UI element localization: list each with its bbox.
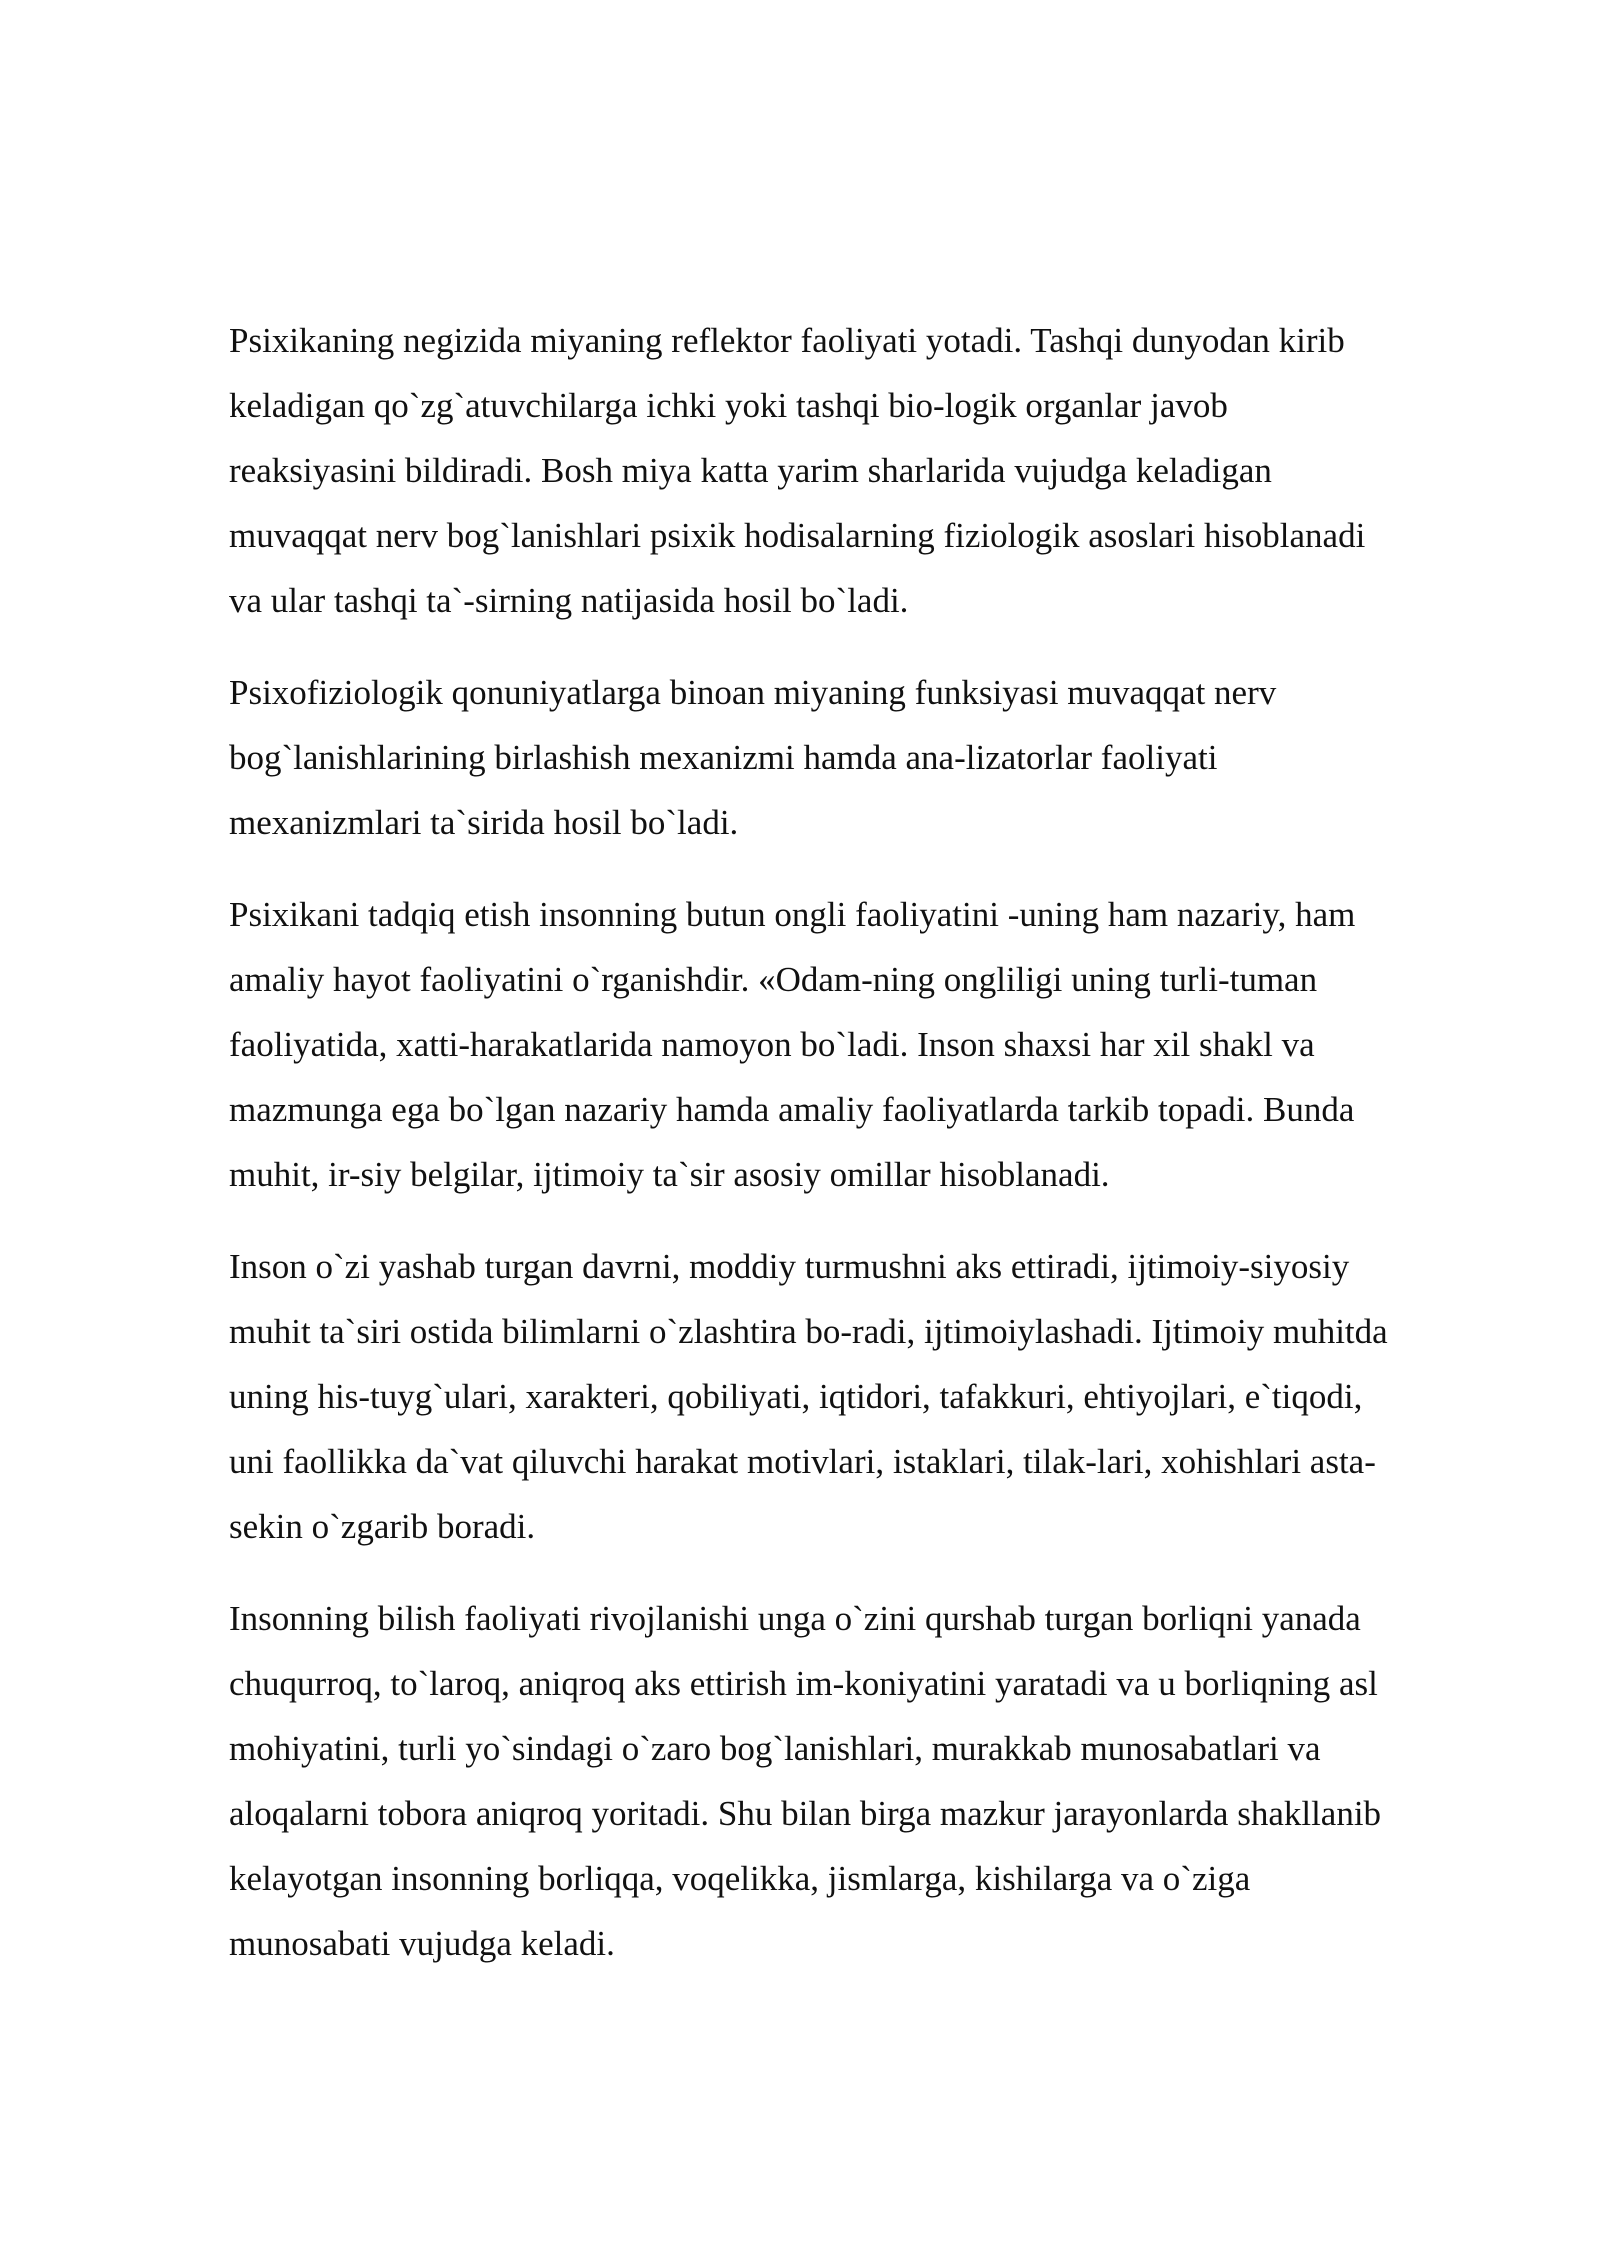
text-line: reaksiyasini bildiradi. Bosh miya katta yarim sharlarida vujudga keladigan bbox=[229, 451, 1272, 490]
document-body bbox=[229, 308, 1485, 2003]
text-line: uni faollikka da`vat qiluvchi harakat motivlari, istaklari, tilak-lari, xohishlari asta- bbox=[229, 1442, 1376, 1481]
text-line: muhit ta`siri ostida bilimlarni o`zlashtira bo-radi, ijtimoiylashadi. Ijtimoiy muhitda bbox=[229, 1312, 1388, 1351]
text-line: mohiyatini, turli yo`sindagi o`zaro bog`lanishlari, murakkab munosabatlari va bbox=[229, 1729, 1321, 1768]
text-line: sekin o`zgarib boradi. bbox=[229, 1507, 536, 1546]
text-line: uning his-tuyg`ulari, xarakteri, qobiliyati, iqtidori, tafakkuri, ehtiyojlari, e`tiqodi, bbox=[229, 1377, 1363, 1416]
text-line: Inson o`zi yashab turgan davrni, moddiy turmushni aks ettiradi, ijtimoiy-siyosiy bbox=[229, 1247, 1350, 1286]
text-line: faoliyatida, xatti-harakatlarida namoyon bo`ladi. Inson shaxsi har xil shakl va bbox=[229, 1025, 1315, 1064]
text-line: muhit, ir-siy belgilar, ijtimoiy ta`sir asosiy omillar hisoblanadi. bbox=[229, 1155, 1110, 1194]
text-line: keladigan qo`zg`atuvchilarga ichki yoki tashqi bio-logik organlar javob bbox=[229, 386, 1228, 425]
paragraph-5 bbox=[229, 1586, 1485, 1976]
text-line: Psixikaning negizida miyaning reflektor faoliyati yotadi. Tashqi dunyodan kirib bbox=[229, 321, 1345, 360]
text-line: chuqurroq, to`laroq, aniqroq aks ettirish im-koniyatini yaratadi va u borliqning asl bbox=[229, 1664, 1378, 1703]
text-line: Insonning bilish faoliyati rivojlanishi unga o`zini qurshab turgan borliqni yanada bbox=[229, 1599, 1361, 1638]
text-line: mexanizmlari ta`sirida hosil bo`ladi. bbox=[229, 803, 739, 842]
paragraph-1 bbox=[229, 308, 1485, 633]
text-line: aloqalarni tobora aniqroq yoritadi. Shu bilan birga mazkur jarayonlarda shakllanib bbox=[229, 1794, 1382, 1833]
text-line: amaliy hayot faoliyatini o`rganishdir. «Odam-ning ongliligi uning turli-tuman bbox=[229, 960, 1318, 999]
text-line: muvaqqat nerv bog`lanishlari psixik hodisalarning fiziologik asoslari hisoblanadi bbox=[229, 516, 1366, 555]
paragraph-4 bbox=[229, 1234, 1485, 1559]
text-line: munosabati vujudga keladi. bbox=[229, 1924, 615, 1963]
text-line: bog`lanishlarining birlashish mexanizmi hamda ana-lizatorlar faoliyati bbox=[229, 738, 1218, 777]
paragraph-3 bbox=[229, 882, 1485, 1207]
text-line: Psixikani tadqiq etish insonning butun ongli faoliyatini -uning ham nazariy, ham bbox=[229, 895, 1356, 934]
paragraph-2 bbox=[229, 660, 1485, 855]
text-line: mazmunga ega bo`lgan nazariy hamda amaliy faoliyatlarda tarkib topadi. Bunda bbox=[229, 1090, 1355, 1129]
text-line: Psixofiziologik qonuniyatlarga binoan miyaning funksiyasi muvaqqat nerv bbox=[229, 673, 1277, 712]
text-line: va ular tashqi ta`-sirning natijasida hosil bo`ladi. bbox=[229, 581, 909, 620]
text-line: kelayotgan insonning borliqqa, voqelikka, jismlarga, kishilarga va o`ziga bbox=[229, 1859, 1251, 1898]
